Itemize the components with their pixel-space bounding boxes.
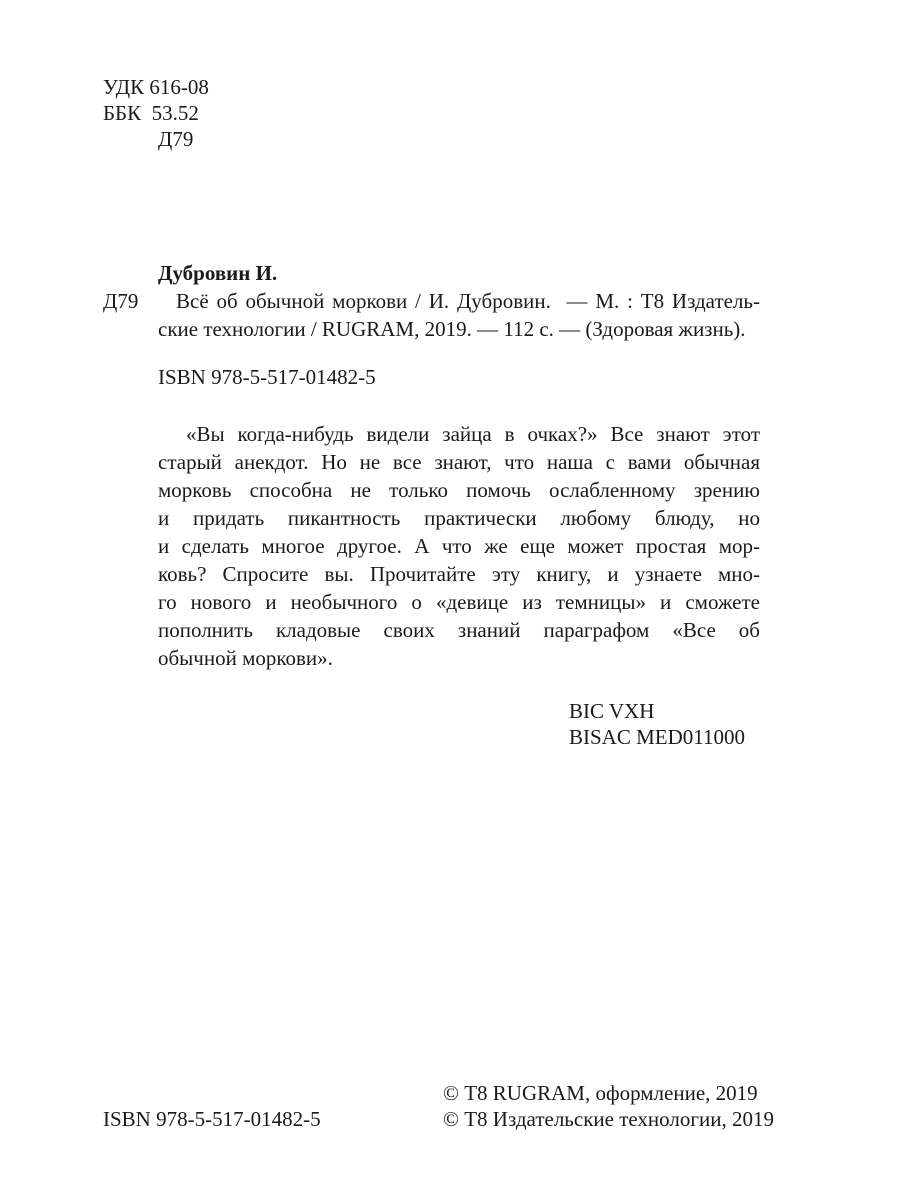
author-mark: Д79 [158, 127, 194, 151]
annotation-line: го нового и необычного о «девице из темницы» и сможете [158, 590, 760, 614]
annotation-line: «Вы когда-нибудь видели зайца в очках?» Все знают этот [186, 422, 760, 446]
bbk-code: ББК 53.52 [103, 101, 199, 125]
copyright-rugram: © Т8 RUGRAM, оформление, 2019 [443, 1081, 758, 1105]
record-description-line-2: ские технологии / RUGRAM, 2019. — 112 с. — (Здоровая жизнь). [158, 317, 746, 341]
annotation-line: и придать пикантность практически любому блюду, но [158, 506, 760, 530]
annotation-line: пополнить кладовые своих знаний параграфом «Все об [158, 618, 760, 642]
record-description-line-1: Всё об обычной моркови / И. Дубровин. — М. : Т8 Издатель- [176, 289, 760, 313]
annotation-line: и сделать многое другое. А что же еще может простая мор- [158, 534, 760, 558]
bisac-code: BISAC MED011000 [569, 725, 745, 749]
annotation-line: морковь способна не только помочь ослабленному зрению [158, 478, 760, 502]
author-name: Дубровин И. [158, 261, 278, 285]
record-isbn: ISBN 978-5-517-01482-5 [158, 365, 376, 389]
annotation-line: ковь? Спросите вы. Прочитайте эту книгу, и узнаете мно- [158, 562, 760, 586]
record-author-mark: Д79 [103, 289, 139, 313]
footer-isbn: ISBN 978-5-517-01482-5 [103, 1107, 321, 1131]
bic-code: BIC VXH [569, 699, 655, 723]
copyright-publisher: © Т8 Издательские технологии, 2019 [443, 1107, 774, 1131]
annotation-line: старый анекдот. Но не все знают, что наша с вами обычная [158, 450, 760, 474]
annotation-line: обычной моркови». [158, 646, 333, 670]
udk-code: УДК 616-08 [103, 75, 209, 99]
